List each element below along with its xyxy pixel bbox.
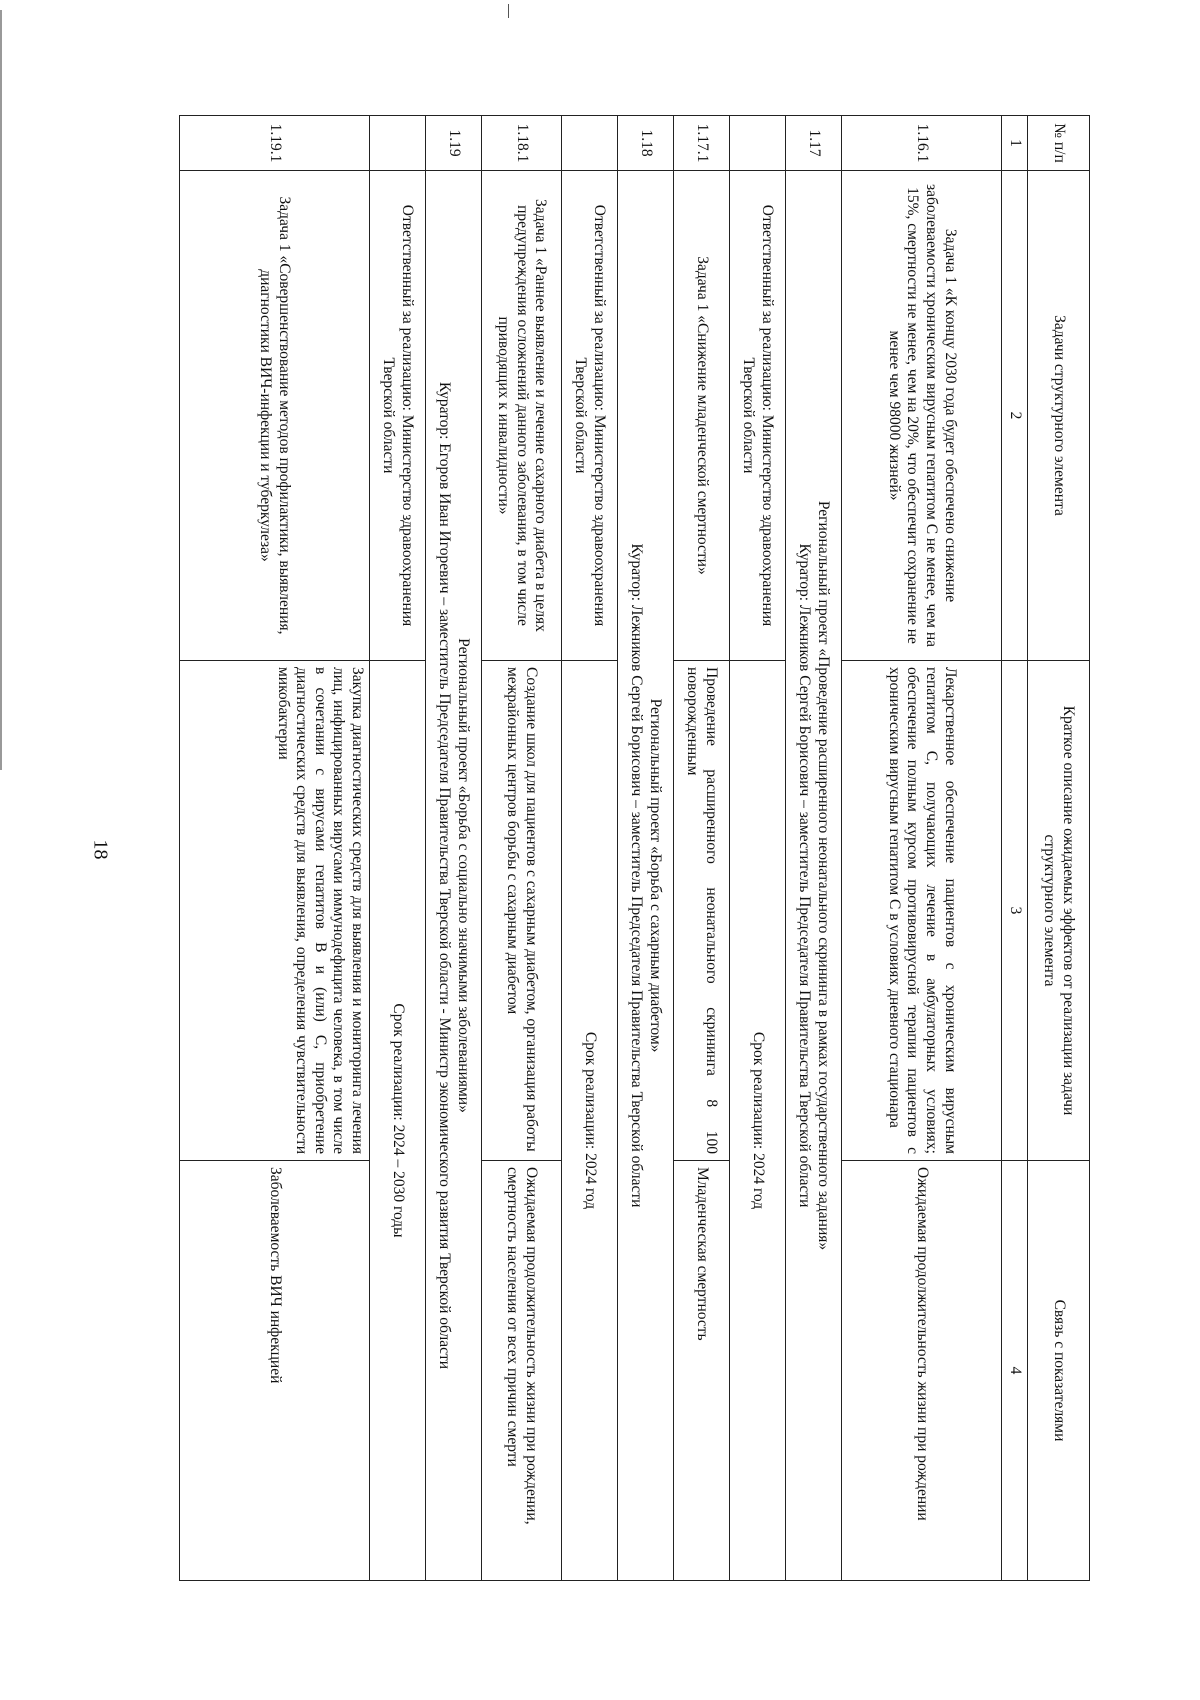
row-number: 1.19 <box>426 116 482 171</box>
row-number: 1.18.1 <box>482 116 562 171</box>
project-title: Региональный проект «Борьба с социально значимыми заболеваниями» <box>455 638 473 1113</box>
header-col-effects: Краткое описание ожидаемых эффектов от реализации задачи структурного элемента <box>1028 661 1090 1161</box>
responsible-cell: Ответственный за реализацию: Министерство здравоохранения Тверской области <box>370 171 426 661</box>
term-cell: Срок реализации: 2024 год <box>562 661 618 1581</box>
term-cell: Срок реализации: 2024 – 2030 годы <box>370 661 426 1581</box>
table-header-numbers-row <box>1002 116 1028 1581</box>
project-title: Региональный проект «Проведение расширенного неонатального скрининга в рамках государственного задания» <box>815 500 833 1251</box>
scan-mark <box>0 10 2 770</box>
project-cell <box>786 171 842 1581</box>
row-number: 1.18 <box>618 116 674 171</box>
header-number-3: 3 <box>1002 661 1028 1161</box>
effect-cell: Закупка диагностических средств для выявления и мониторинга лечения лиц, инфицированных вирусами иммунодефицита человека, в том числе в сочетании с вирусами гепатитов В и (или) С, приобретение диагностических средств для выявления, определения чувствительности микобактерии <box>180 661 370 1161</box>
empty-cell <box>562 116 618 171</box>
project-title: Региональный проект «Борьба с сахарным диабетом» <box>647 698 665 1053</box>
responsible-cell: Ответственный за реализацию: Министерство здравоохранения Тверской области <box>562 171 618 661</box>
task-cell: Задача 1 «К концу 2030 года будет обеспечено снижение заболеваемости хроническим вирусным гепатитом С не менее, чем на 15%, смертности не менее, чем на 20%, что обеспечит сохранение не менее чем 98000 жизней» <box>842 171 1002 661</box>
row-number: 1.16.1 <box>842 116 1002 171</box>
header-number-4: 4 <box>1002 1161 1028 1581</box>
project-cell <box>618 171 674 1581</box>
responsible-cell: Ответственный за реализацию: Министерство здравоохранения Тверской области <box>730 171 786 661</box>
structural-elements-table <box>179 115 1090 1581</box>
header-number-2: 2 <box>1002 171 1028 661</box>
task-cell: Задача 1 «Совершенствование методов профилактики, выявления, диагностики ВИЧ-инфекции и туберкулеза» <box>180 171 370 661</box>
header-col-tasks: Задачи структурного элемента <box>1028 171 1090 661</box>
table-header-row <box>1028 116 1090 1581</box>
project-curator: Куратор: Лежников Сергей Борисович – заместитель Председателя Правительства Тверской области <box>628 543 646 1208</box>
task-cell: Задача 1 «Раннее выявление и лечение сахарного диабета в целях предупреждения осложнений данного заболевания, в том числе приводящих к инвалидности» <box>482 171 562 661</box>
header-number-1: 1 <box>1002 116 1028 171</box>
project-row <box>426 116 482 1581</box>
effect-cell: Лекарственное обеспечение пациентов с хроническим вирусным гепатитом С, получающих лечение в амбулаторных условиях; обеспечение полным курсом противовирусной терапии пациентов с хроническим вирусным гепатитом С в условиях дневного стационара <box>842 661 1002 1161</box>
rotated-table-container <box>180 115 1090 1580</box>
row-number: 1.17.1 <box>674 116 730 171</box>
row-number: 1.17 <box>786 116 842 171</box>
project-row <box>786 116 842 1581</box>
indicator-link-cell: Заболеваемость ВИЧ инфекцией <box>180 1161 370 1581</box>
project-curator: Куратор: Лежников Сергей Борисович – заместитель Председателя Правительства Тверской области <box>796 543 814 1208</box>
empty-cell <box>730 116 786 171</box>
project-row <box>618 116 674 1581</box>
header-col-links: Связь с показателями <box>1028 1161 1090 1581</box>
project-cell <box>426 171 482 1581</box>
responsible-row <box>562 116 618 1581</box>
page-number: 18 <box>89 839 112 860</box>
table-row <box>674 116 730 1581</box>
indicator-link-cell: Ожидаемая продолжительность жизни при рождении, смертность населения от всех причин смерти <box>482 1161 562 1581</box>
responsible-row <box>730 116 786 1581</box>
indicator-link-cell: Младенческая смертность <box>674 1161 730 1581</box>
table-row <box>180 116 370 1581</box>
table-row <box>842 116 1002 1581</box>
header-col-num: № п/п <box>1028 116 1090 171</box>
row-number: 1.19.1 <box>180 116 370 171</box>
effect-cell: Создание школ для пациентов с сахарным диабетом, организация работы межрайонных центров борьбы с сахарным диабетом <box>482 661 562 1161</box>
effect-cell: Проведение расширенного неонатального скрининга 8 100 новорожденным <box>674 661 730 1161</box>
empty-cell <box>370 116 426 171</box>
responsible-row <box>370 116 426 1581</box>
project-curator: Куратор: Егоров Иван Игоревич – заместитель Председателя Правительства Тверской области - Министр экономического развития Тверской области <box>436 381 454 1370</box>
task-cell: Задача 1 «Снижение младенческой смертности» <box>674 171 730 661</box>
scan-mark <box>508 4 509 18</box>
term-cell: Срок реализации: 2024 год <box>730 661 786 1581</box>
table-row <box>482 116 562 1581</box>
indicator-link-cell: Ожидаемая продолжительность жизни при рождении <box>842 1161 1002 1581</box>
